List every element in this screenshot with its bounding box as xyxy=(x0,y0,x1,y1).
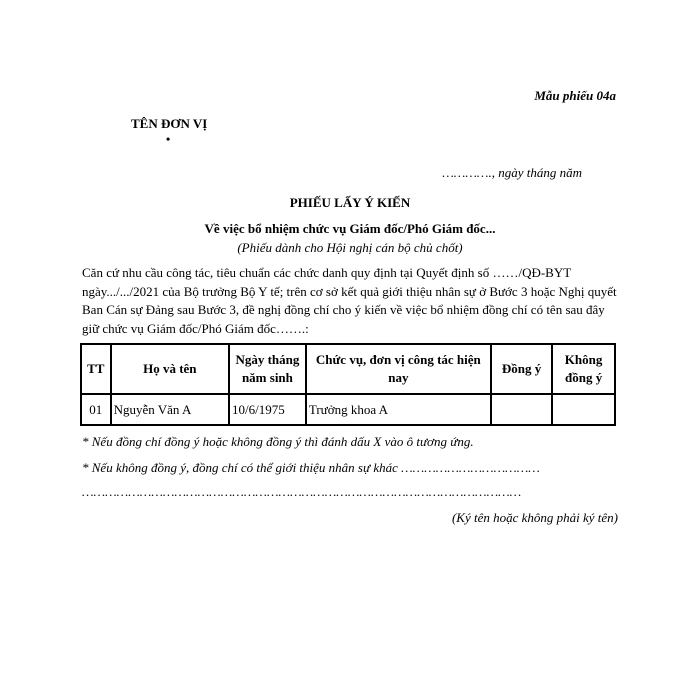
dotted-fill-line: …………………………………………………………………………………………………… xyxy=(82,484,522,499)
header-name: Họ và tên xyxy=(111,344,229,394)
cell-tt: 01 xyxy=(81,394,111,425)
cell-agree-checkbox[interactable] xyxy=(491,394,552,425)
opinion-table xyxy=(80,343,616,426)
header-tt: TT xyxy=(81,344,111,394)
form-title: PHIẾU LẤY Ý KIẾN xyxy=(289,195,411,210)
cell-disagree-checkbox[interactable] xyxy=(552,394,615,425)
header-agree: Đồng ý xyxy=(491,344,552,394)
unit-bullet: • xyxy=(166,132,171,146)
instruction-note-mark: * Nếu đồng chí đồng ý hoặc không đồng ý thì đánh dấu X vào ô tương ứng. xyxy=(82,434,474,449)
header-dob: Ngày tháng năm sinh xyxy=(229,344,306,394)
intro-paragraph: Căn cứ nhu cầu công tác, tiêu chuẩn các chức danh quy định tại Quyết định số ……/QĐ-BYT ngày.../.../2021 của Bộ trưởng Bộ Y tế; trên cơ sở kết quả giới thiệu nhân sự ở Bước 3 hoặc Nghị quyết Ban Cán sự Đảng sau Bước 3, đề nghị đồng chí cho ý kiến về việc bổ nhiệm đồng chí có tên sau đây giữ chức vụ Giám đốc/Phó Giám đốc…….: xyxy=(82,265,617,336)
table-header-row xyxy=(81,344,615,394)
date-line: …………., ngày tháng năm xyxy=(442,165,582,180)
cell-name: Nguyễn Văn A xyxy=(111,394,229,425)
form-code: Mẫu phiếu 04a xyxy=(534,88,616,103)
table-row xyxy=(81,394,615,425)
form-audience-note: (Phiếu dành cho Hội nghị cán bộ chủ chốt) xyxy=(237,240,463,255)
header-disagree: Không đồng ý xyxy=(552,344,615,394)
header-position: Chức vụ, đơn vị công tác hiện nay xyxy=(306,344,491,394)
cell-dob: 10/6/1975 xyxy=(229,394,306,425)
form-subtitle: Về việc bổ nhiệm chức vụ Giám đốc/Phó Giám đốc... xyxy=(204,221,496,236)
signature-note: (Ký tên hoặc không phải ký tên) xyxy=(451,510,618,525)
cell-position: Trưởng khoa A xyxy=(306,394,491,425)
unit-name: TÊN ĐƠN VỊ xyxy=(131,116,208,131)
instruction-note-alternative: * Nếu không đồng ý, đồng chí có thể giới thiệu nhân sự khác ……………………………… xyxy=(82,460,540,475)
